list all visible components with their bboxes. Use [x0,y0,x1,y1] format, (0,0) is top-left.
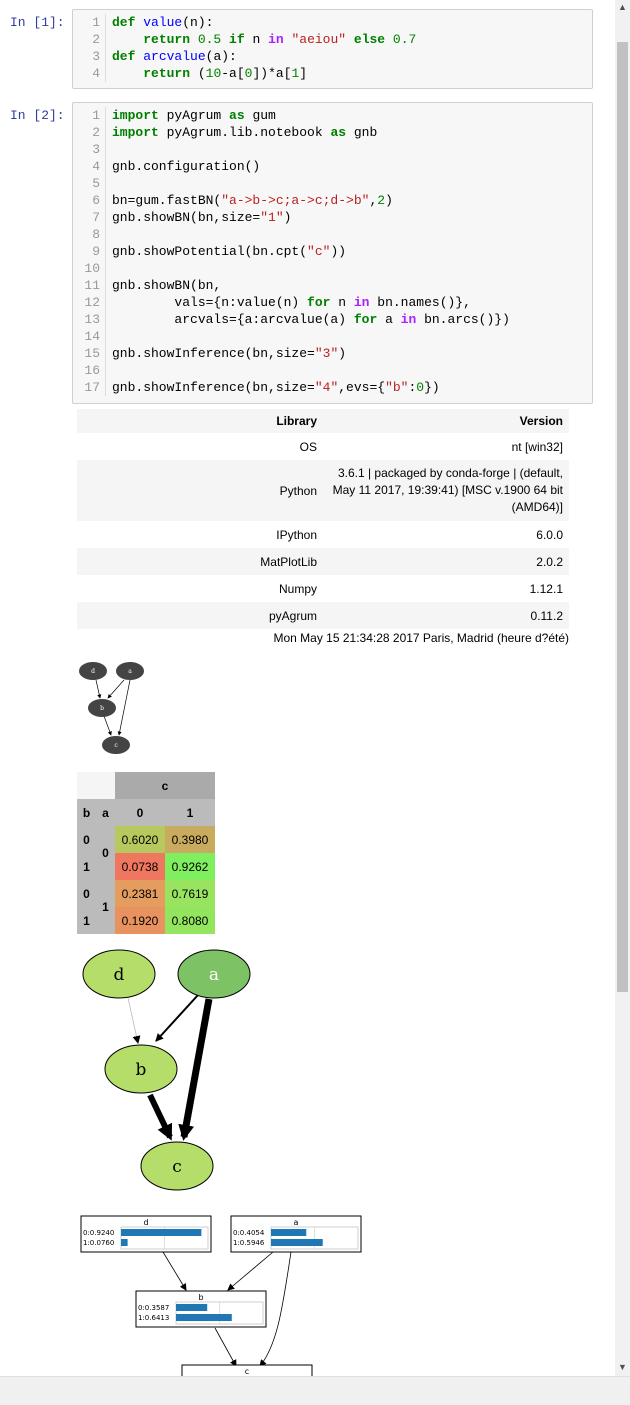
cell1-prompt: In [1]: [10,15,65,30]
edge-b-c [104,716,111,735]
line-number: 17 [73,379,106,396]
edge-d-b [163,1252,186,1290]
code-token: }) [424,380,440,395]
row-key: IPython [276,527,317,542]
code-token: 0 [416,380,425,395]
inference-node-title: c [244,1367,250,1376]
code-token: gnb [353,125,378,140]
edge-b-c [215,1328,236,1366]
code-token: in [353,295,378,310]
code-token: in [268,32,292,47]
line-number: 2 [73,124,106,141]
code-token: arcvals={a:arcvalue(a) [112,312,354,327]
line-number: 15 [73,345,106,362]
cpt-b-val: 1 [77,907,96,934]
edge-a-b [108,680,124,698]
cpt-cell: 0.1920 [115,907,165,934]
svg-text:a: a [208,965,220,985]
inference-node-c [182,1365,312,1376]
cpt-col-b: b [77,799,96,826]
inference-row-label: 1:0.0760 [83,1239,115,1247]
line-number: 10 [73,260,106,277]
line-number: 8 [73,226,106,243]
code-line[interactable] [73,48,592,65]
row-key: MatPlotLib [260,554,317,569]
code-line[interactable] [73,14,592,31]
inference-bar [271,1229,306,1236]
code-token: -a[ [221,66,245,81]
edge-b-c [150,1095,170,1137]
code-token: 0.7 [392,32,417,47]
code-line[interactable] [73,379,592,396]
row-value: 0.11.2 [530,608,563,623]
timestamp: Mon May 15 21:34:28 2017 Paris, Madrid (heure d?été) [273,631,569,645]
small-bn-graph [76,658,156,758]
svg-text:d: d [91,668,95,675]
code-cell-1[interactable] [72,9,593,89]
svg-text:c: c [172,1157,182,1177]
inference-bar [271,1239,323,1246]
table-row [77,460,569,521]
row-key: Numpy [278,581,317,596]
inference-bar [176,1304,207,1311]
code-line[interactable] [73,31,592,48]
code-line[interactable] [73,226,592,243]
inference-bar [121,1229,201,1236]
cell2-prompt: In [2]: [10,108,65,123]
inference-node-b [136,1291,266,1327]
line-number: 2 [73,31,106,48]
line-number: 6 [73,192,106,209]
code-token: ])*a[ [252,66,292,81]
code-token: def [112,49,144,64]
svg-text:c: c [114,742,118,749]
code-token: ) [338,346,347,361]
inference-node-d [81,1216,211,1252]
line-number: 13 [73,311,106,328]
line-number: 12 [73,294,106,311]
table-row [77,521,569,548]
node-a [116,662,144,680]
code-token: as [330,125,354,140]
version-table-header [77,409,569,433]
node-d [79,662,107,680]
row-key: pyAgrum [268,608,317,623]
svg-text:b: b [100,705,104,712]
edge-a-b [228,1252,273,1290]
node-c [141,1142,213,1190]
line-number: 14 [73,328,106,345]
line-number: 4 [73,158,106,175]
code-token: gnb.configuration() [112,159,261,174]
svg-text:b: b [135,1060,147,1080]
code-token: if [229,32,253,47]
code-token: bn=gum.fastBN( [112,193,222,208]
code-token: a [385,312,401,327]
code-line[interactable] [73,328,592,345]
cpt-cell: 0.2381 [115,880,165,907]
table-row [77,433,569,460]
node-b [88,699,116,717]
inference-graph [78,1214,368,1376]
code-token: arcvalue [143,49,206,64]
code-token: import [112,108,167,123]
code-line[interactable] [73,243,592,260]
line-number: 5 [73,175,106,192]
cpt-a-val: 0 [96,826,115,880]
code-token: def [112,15,144,30]
code-line[interactable] [73,362,592,379]
code-token: ) [283,210,292,225]
code-token: value [143,15,183,30]
code-token: gum [252,108,276,123]
code-token: gnb.showInference(bn,size= [112,346,315,361]
svg-text:d: d [113,965,125,985]
code-line[interactable] [73,141,592,158]
table-row [77,880,215,907]
code-line[interactable] [73,107,592,124]
table-row [77,602,569,629]
svg-text:a: a [128,668,132,675]
code-token: gnb.showInference(bn,size= [112,380,315,395]
code-token: for [307,295,339,310]
code-token: in [400,312,425,327]
cpt-b-val: 1 [77,853,96,880]
node-c [102,736,130,754]
code-line[interactable] [73,345,592,362]
code-token: for [353,312,386,327]
edge-d-b [128,998,138,1043]
cpt-col-a: a [96,799,115,826]
line-number: 7 [73,209,106,226]
node-b [105,1045,177,1093]
scroll-up-icon[interactable]: ▲ [618,2,627,12]
code-token: : [408,380,417,395]
inference-bar [121,1239,128,1246]
scroll-down-icon[interactable]: ▼ [618,1362,627,1372]
code-token: ] [299,66,308,81]
code-token [112,32,143,47]
code-token: (a): [205,49,237,64]
version-table [77,409,569,647]
line-number: 3 [73,48,106,65]
code-line[interactable] [73,209,592,226]
code-token: )) [330,244,347,259]
code-token: 2 [377,193,386,208]
node-a [178,950,250,998]
table-row [77,575,569,602]
vertical-scrollbar[interactable] [615,0,630,1376]
line-number: 11 [73,277,106,294]
code-token: return [143,66,198,81]
code-token: "1" [260,210,284,225]
code-token: gnb.showPotential(bn.cpt( [112,244,308,259]
code-line[interactable] [73,294,592,311]
inference-node-title: b [198,1293,204,1302]
code-token: ( [197,66,206,81]
code-token: else [353,32,393,47]
cpt-cell: 0.3980 [165,826,215,853]
code-line[interactable] [73,311,592,328]
code-token: n [252,32,269,47]
code-token: "a->b->c;a->c;d->b" [221,193,370,208]
code-token: 1 [291,66,300,81]
code-token: ) [385,193,393,208]
cpt-cell: 0.0738 [115,853,165,880]
line-number: 3 [73,141,106,158]
table-row [77,826,215,853]
edge-a-c [184,999,209,1137]
code-token: gnb.showBN(bn, [112,278,222,293]
cpt-cell: 0.7619 [165,880,215,907]
code-token: as [229,108,253,123]
cpt-table [77,772,215,934]
code-token: n [338,295,354,310]
bottom-status-bar [0,1376,630,1405]
header-version: Version [519,414,563,428]
cpt-b-val: 0 [77,826,96,853]
code-token: vals={n:value(n) [112,295,308,310]
header-library: Library [276,414,317,428]
code-token: "4" [314,380,339,395]
edge-a-c [119,680,130,735]
code-token: "c" [307,244,331,259]
inference-row-label: 1:0.5946 [233,1239,265,1247]
row-key: Python [279,483,317,498]
code-token: gnb.showBN(bn,size= [112,210,261,225]
line-number: 9 [73,243,106,260]
code-cell-2[interactable] [72,102,593,404]
table-row [77,548,569,575]
inference-node-title: a [293,1218,299,1227]
row-value: nt [win32] [511,439,563,454]
row-value: 1.12.1 [529,581,563,596]
edge-d-b [96,680,100,698]
code-line[interactable] [73,175,592,192]
cpt-state-0: 0 [115,799,165,826]
code-token: import [112,125,167,140]
code-token: "aeiou" [291,32,354,47]
code-line[interactable] [73,192,592,209]
cpt-cell: 0.6020 [115,826,165,853]
code-token: ,evs={ [338,380,386,395]
cpt-b-val: 0 [77,880,96,907]
code-token: (n): [182,15,214,30]
code-token: "b" [385,380,409,395]
code-token: 10 [205,66,222,81]
code-token [112,66,143,81]
cpt-var-header: c [115,772,215,799]
cpt-state-1: 1 [165,799,215,826]
cpt-cell: 0.8080 [165,907,215,934]
inference-row-label: 0:0.9240 [83,1229,115,1237]
inference-bar [176,1314,232,1321]
line-number: 4 [73,65,106,82]
code-token: 0 [244,66,253,81]
inference-row-label: 0:0.4054 [233,1229,265,1237]
code-token: bn.arcs()}) [424,312,510,327]
row-value: 6.0.0 [536,527,563,542]
code-token: bn.names()}, [377,295,471,310]
code-token: pyAgrum [166,108,230,123]
edge-a-b [156,995,198,1041]
cpt-cell: 0.9262 [165,853,215,880]
cpt-a-val: 1 [96,880,115,934]
line-number: 1 [73,107,106,124]
code-token: pyAgrum.lib.notebook [166,125,331,140]
scroll-thumb[interactable] [617,42,628,992]
code-token: "3" [314,346,339,361]
inference-node-title: d [143,1218,149,1227]
code-token: 0.5 [197,32,230,47]
inference-node-a [231,1216,361,1252]
code-line[interactable] [73,158,592,175]
line-number: 1 [73,14,106,31]
row-value: 3.6.1 | packaged by conda-forge | (default, May 11 2017, 19:39:41) [MSC v.1900 64 bit (AMD64)] [332,466,563,514]
inference-row-label: 0:0.3587 [138,1304,170,1312]
code-line[interactable] [73,65,592,82]
row-key: OS [299,439,317,454]
code-token: , [369,193,378,208]
code-token: return [143,32,198,47]
line-number: 16 [73,362,106,379]
node-d [83,950,155,998]
valued-bn-graph [76,945,276,1195]
code-line[interactable] [73,277,592,294]
code-line[interactable] [73,260,592,277]
table-row [77,629,569,647]
row-value: 2.0.2 [536,554,563,569]
code-line[interactable] [73,124,592,141]
inference-row-label: 1:0.6413 [138,1314,170,1322]
